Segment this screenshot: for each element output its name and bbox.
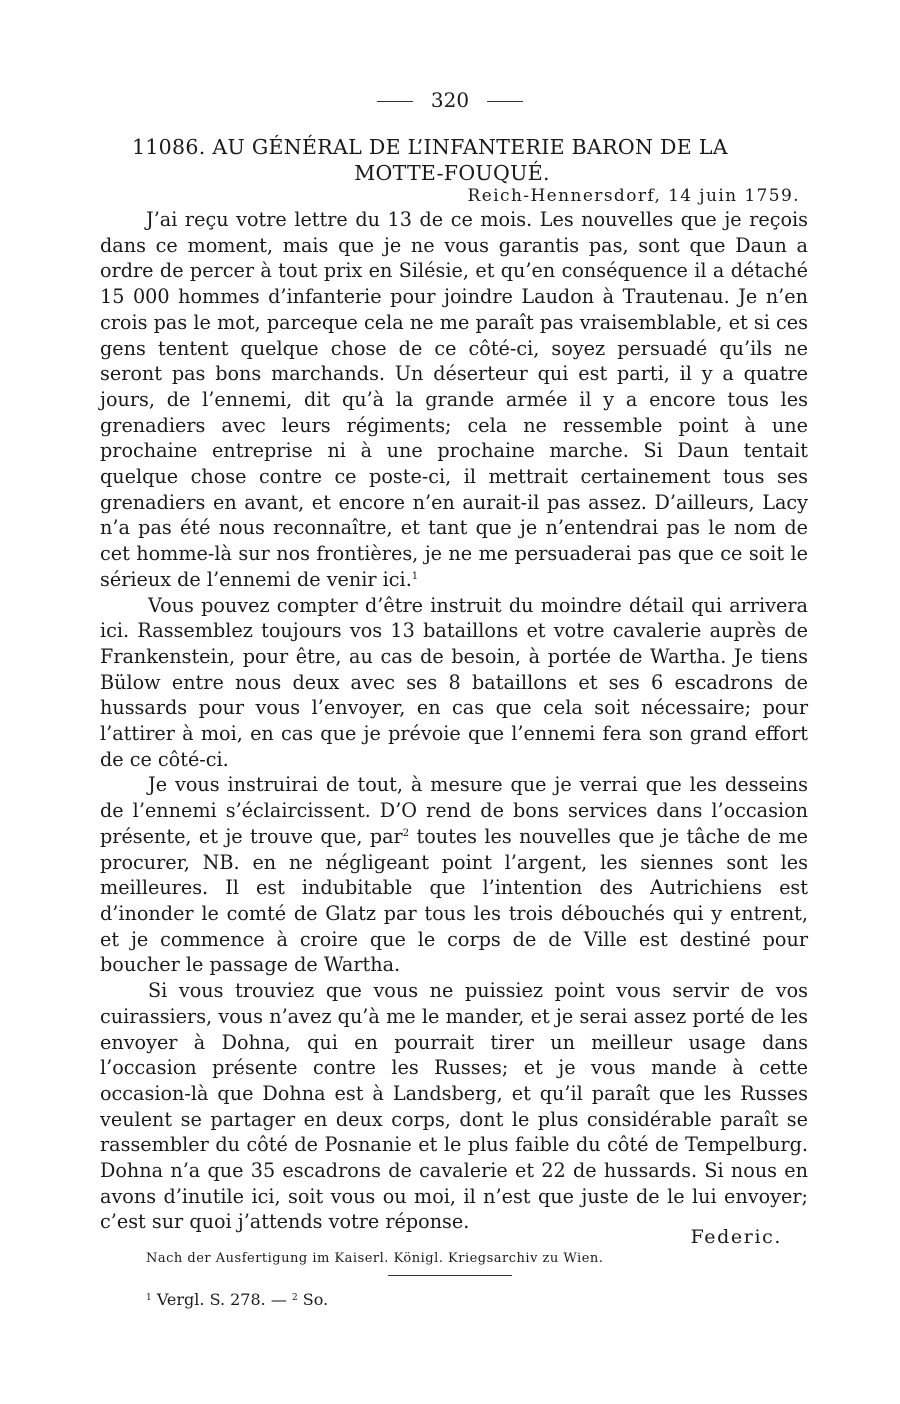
letter-body <box>100 207 808 1235</box>
paragraph-1-text: J’ai reçu votre lettre du 13 de ce mois. Les nouvelles que je reçois dans ce moment, mais que je ne vous garantis pas, sont que Daun a ordre de percer à tout prix en Silésie, et qu’en conséquence il a détaché 15 000 hommes d’infanterie pour joindre Laudon à Trautenau. Je n’en crois pas le mot, parceque cela ne me paraît pas vraisemblable, et si ces gens tentent quelque chose de ce côté-ci, soyez persuadé qu’ils ne seront pas bons marchands. Un déserteur qui est parti, il y a quatre jours, de l’ennemi, dit qu’à la grande armée il y a encore tous les grenadiers avec leurs régiments; cela ne ressemble point à une prochaine entreprise ni à une prochaine marche. Si Daun tentait quelque chose contre ce poste-ci, il mettrait certainement tous ses grenadiers en avant, et encore n’en aurait-il pas assez. D’ailleurs, Lacy n’a pas été nous reconnaître, et tant que je n’entendrai pas le nom de cet homme-là sur nos frontières, je ne me persuaderai pas que ce soit le sérieux de l’ennemi de venir ici. <box>100 208 808 591</box>
title-text-1: AU GÉNÉRAL DE L’INFANTERIE BARON DE LA <box>212 135 728 159</box>
footnote-ref-1: 1 <box>411 570 419 582</box>
paragraph-3-text-a: Je vous instruirai de tout, à mesure que je verrai que les desseins de l’ennemi s’éclaircissent. D’O rend de bons services dans l’occasion présente, et je trouve que, par <box>100 773 808 848</box>
paragraph-4 <box>100 978 808 1235</box>
footnote-divider: — <box>270 1290 287 1309</box>
dateline: Reich-Hennersdorf, 14 juin 1759. <box>467 186 800 206</box>
footnote-1-mark: 1 <box>146 1293 152 1303</box>
signature: Federic. <box>690 1226 782 1248</box>
footnote-2-mark: 2 <box>291 1293 298 1303</box>
header-dash-right <box>487 101 523 102</box>
paragraph-1 <box>100 207 808 593</box>
paragraph-2-text: Vous pouvez compter d’être instruit du moindre détail qui arrivera ici. Rassemblez toujours vos 13 bataillons et votre cavalerie auprès de Frankenstein, pour être, au cas de besoin, à portée de Wartha. Je tiens Bülow entre nous deux avec ses 8 bataillons et ses 6 escadrons de hussards pour vous l’envoyer, en cas que cela soit nécessaire; pour l’attirer à moi, en cas que je prévoie que l’ennemi fera son grand effort de ce côté-ci. <box>100 593 808 771</box>
title-line-1 <box>96 134 808 160</box>
footnote-separator <box>388 1275 512 1276</box>
footnote-ref-2: 2 <box>402 827 410 839</box>
paragraph-4-text: Si vous trouviez que vous ne puissiez point vous servir de vos cuirassiers, vous n’avez qu’à me le mander, et je serai assez porté de les envoyer à Dohna, qui en pourrait tirer un meilleur usage dans l’occasion présente contre les Russes; et je vous mande à cette occasion-là que Dohna est à Landsberg, et qu’il paraît que les Russes veulent se partager en deux corps, dont le plus considérable paraît se rassembler du côté de Posnanie et le plus faible du côté de Tempelburg. Dohna n’a que 35 escadrons de cavalerie et 22 de hussards. Si nous en avons d’inutile ici, soit vous ou moi, il n’est que juste de le lui envoyer; c’est sur quoi j’attends votre réponse. <box>100 979 808 1234</box>
paragraph-2 <box>100 593 808 773</box>
page-number: 320 <box>430 88 470 112</box>
letter-title <box>96 134 808 186</box>
header-dash-left <box>377 101 413 102</box>
page-header <box>0 88 900 112</box>
letter-number: 11086. <box>132 135 206 159</box>
paragraph-3-text-b: toutes les nouvelles que je tâche de me procurer, NB. en ne négligeant point l’argent, les siennes sont les meilleures. Il est indubitable que l’intention des Autrichiens est d’inonder le comté de Glatz par tous les trois débouchés qui y entrent, et je commence à croire que le corps de de Ville est destiné pour boucher le passage de Wartha. <box>100 824 808 977</box>
footnote-2-text: So. <box>302 1290 329 1309</box>
footnote-1-text: Vergl. S. 278. <box>156 1290 266 1309</box>
footnotes <box>146 1290 328 1309</box>
title-line-2: MOTTE-FOUQUÉ. <box>354 161 550 185</box>
paragraph-3 <box>100 772 808 978</box>
source-note: Nach der Ausfertigung im Kaiserl. Königl. Kriegsarchiv zu Wien. <box>146 1251 604 1266</box>
